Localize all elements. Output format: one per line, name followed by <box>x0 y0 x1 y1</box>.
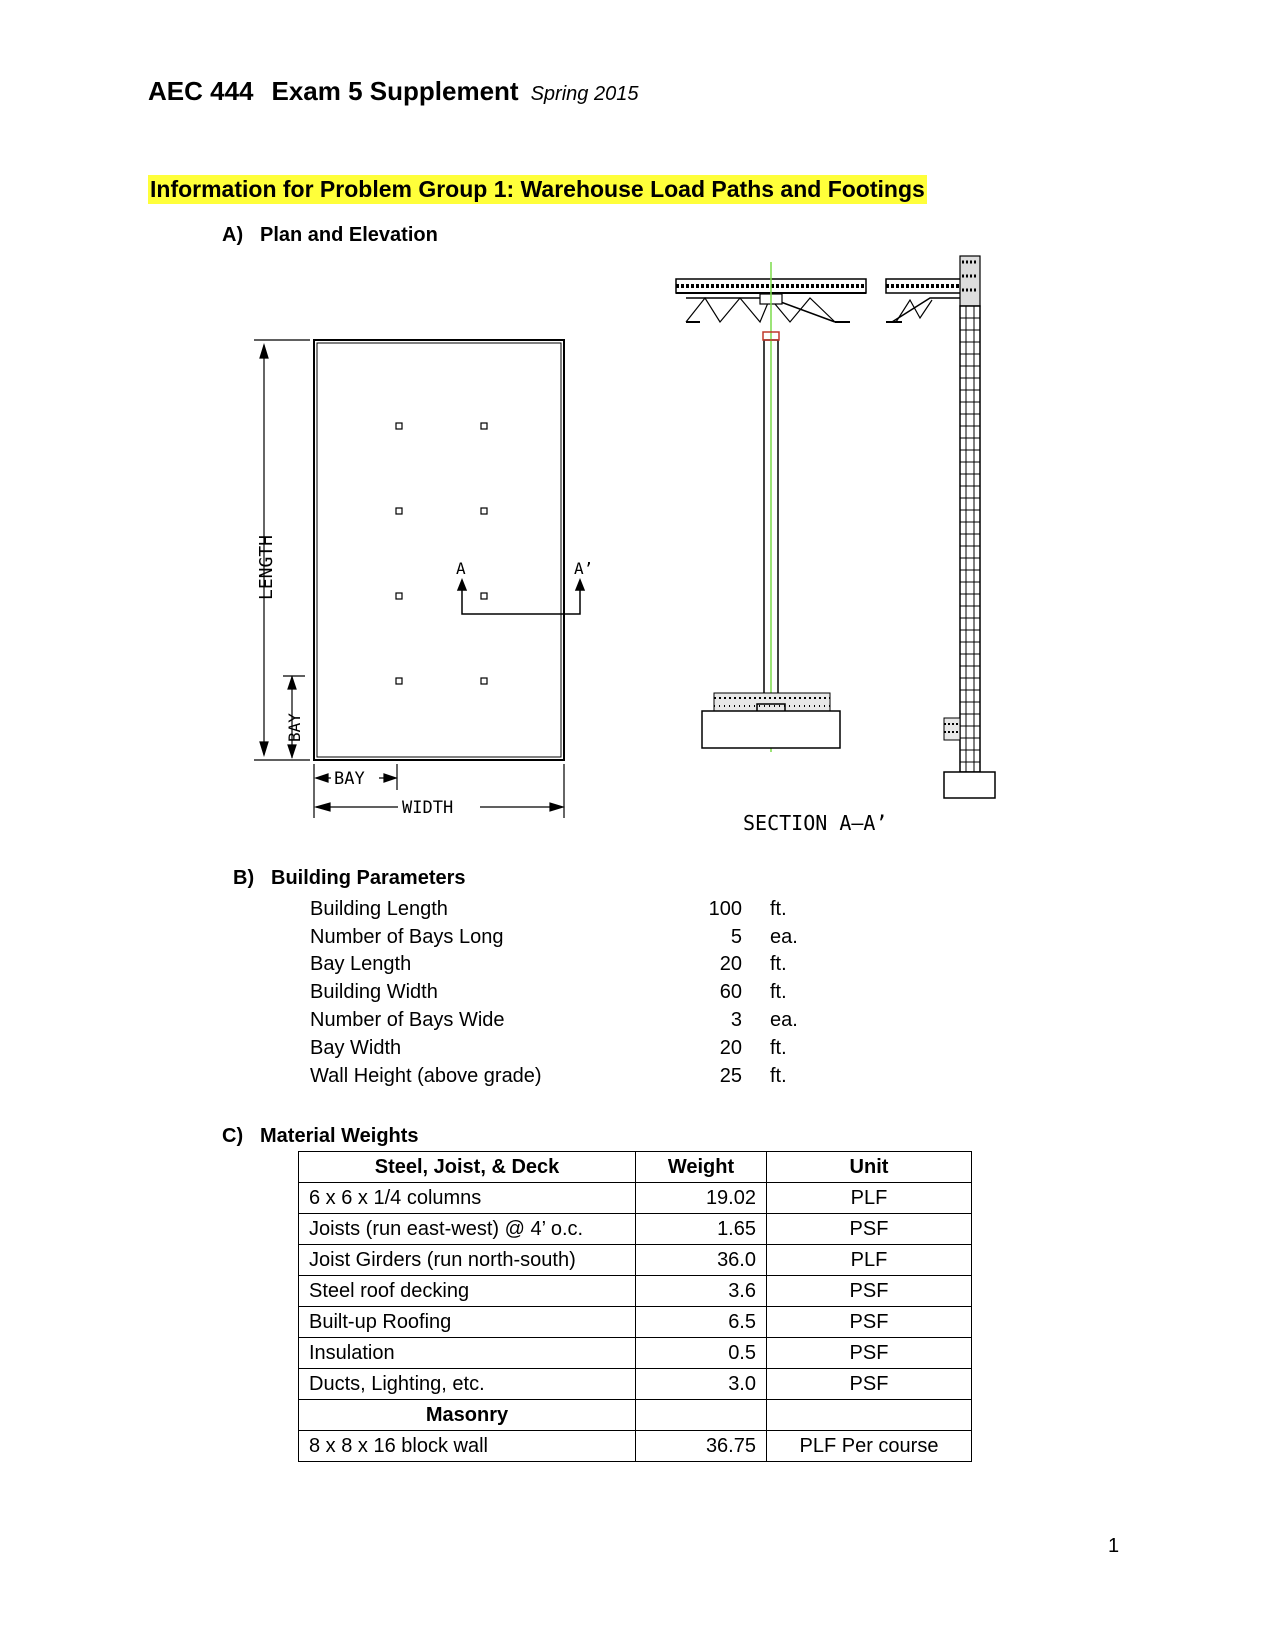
material-unit: PSF <box>767 1214 972 1245</box>
parameter-row <box>310 981 830 1009</box>
parameter-unit: ea. <box>770 1009 798 1031</box>
material-item: Joist Girders (run north-south) <box>299 1245 636 1276</box>
parameter-label: Number of Bays Long <box>310 926 504 948</box>
section-c-title: Material Weights <box>260 1125 419 1147</box>
parameter-value: 25 <box>719 1065 742 1087</box>
table-row <box>299 1214 972 1245</box>
column-header-item: Steel, Joist, & Deck <box>299 1152 636 1183</box>
material-item: Steel roof decking <box>299 1276 636 1307</box>
material-weight: 0.5 <box>636 1338 767 1369</box>
bay-horizontal-label: BAY <box>334 769 365 789</box>
parameter-label: Building Length <box>310 898 448 920</box>
parameter-row <box>310 1065 830 1093</box>
exam-name: Exam 5 Supplement <box>271 76 519 106</box>
column-header-unit: Unit <box>767 1152 972 1183</box>
table-header-row <box>299 1152 972 1183</box>
material-unit: PLF <box>767 1245 972 1276</box>
table-row <box>299 1431 972 1462</box>
parameter-unit: ft. <box>770 898 787 920</box>
material-item: 6 x 6 x 1/4 columns <box>299 1183 636 1214</box>
material-weight: 36.75 <box>636 1431 767 1462</box>
parameter-row <box>310 953 830 981</box>
section-c-heading <box>222 1125 419 1148</box>
section-b-letter: B) <box>233 867 255 889</box>
material-unit: PLF <box>767 1183 972 1214</box>
masonry-wall <box>960 306 980 772</box>
page-number: 1 <box>1108 1535 1120 1557</box>
bay-vertical-label: BAY <box>285 713 304 742</box>
section-a-letter: A) <box>222 224 244 246</box>
material-item: Ducts, Lighting, etc. <box>299 1369 636 1400</box>
material-item: Built-up Roofing <box>299 1307 636 1338</box>
material-item: 8 x 8 x 16 block wall <box>299 1431 636 1462</box>
parameter-unit: ft. <box>770 1037 787 1059</box>
parameter-unit: ft. <box>770 981 787 1003</box>
parameter-value: 100 <box>708 898 742 920</box>
semester: Spring 2015 <box>530 83 639 105</box>
parameter-unit: ft. <box>770 1065 787 1087</box>
table-row <box>299 1338 972 1369</box>
empty-cell <box>636 1400 767 1431</box>
material-weight: 19.02 <box>636 1183 767 1214</box>
material-weight: 36.0 <box>636 1245 767 1276</box>
parameter-label: Number of Bays Wide <box>310 1009 505 1031</box>
cut-label-a-prime: A’ <box>574 559 594 578</box>
material-weights-table <box>298 1151 972 1462</box>
floor-plan <box>254 340 593 818</box>
interior-columns <box>396 423 487 684</box>
section-b-heading <box>233 867 466 890</box>
material-unit: PSF <box>767 1307 972 1338</box>
material-item: Joists (run east-west) @ 4’ o.c. <box>299 1214 636 1245</box>
parameter-row <box>310 898 830 926</box>
material-weight: 3.0 <box>636 1369 767 1400</box>
table-row <box>299 1369 972 1400</box>
table-row <box>299 1183 972 1214</box>
column-header-weight: Weight <box>636 1152 767 1183</box>
empty-cell <box>767 1400 972 1431</box>
table-row <box>299 1276 972 1307</box>
width-label: WIDTH <box>402 798 454 818</box>
table-row <box>299 1307 972 1338</box>
material-unit: PSF <box>767 1369 972 1400</box>
parameter-row <box>310 1009 830 1037</box>
masonry-header-row <box>299 1400 972 1431</box>
section-cut-line <box>458 580 584 614</box>
parameter-unit: ea. <box>770 926 798 948</box>
material-unit: PSF <box>767 1276 972 1307</box>
material-weight: 1.65 <box>636 1214 767 1245</box>
section-a-title: Plan and Elevation <box>260 224 438 246</box>
parameter-value: 20 <box>719 1037 742 1059</box>
section-b-title: Building Parameters <box>271 867 466 889</box>
parameter-row <box>310 926 830 954</box>
parameter-value: 5 <box>730 926 742 948</box>
course-code: AEC 444 <box>148 76 254 106</box>
parameter-label: Bay Width <box>310 1037 402 1059</box>
material-item: Insulation <box>299 1338 636 1369</box>
parameter-label: Wall Height (above grade) <box>310 1065 542 1087</box>
masonry-header: Masonry <box>299 1400 636 1431</box>
cut-label-a: A <box>456 559 466 578</box>
problem-group-title: Information for Problem Group 1: Warehouse Load Paths and Footings <box>150 176 925 202</box>
parameter-value: 3 <box>730 1009 742 1031</box>
parameter-row <box>310 1037 830 1065</box>
section-elevation <box>676 256 995 835</box>
material-unit: PSF <box>767 1338 972 1369</box>
parameter-label: Bay Length <box>310 953 412 975</box>
parameter-unit: ft. <box>770 953 787 975</box>
material-unit: PLF Per course <box>767 1431 972 1462</box>
section-label: SECTION A–A’ <box>743 811 888 835</box>
material-weight: 6.5 <box>636 1307 767 1338</box>
parameter-value: 20 <box>719 953 742 975</box>
parameter-value: 60 <box>719 981 742 1003</box>
parameter-label: Building Width <box>310 981 438 1003</box>
material-weight: 3.6 <box>636 1276 767 1307</box>
table-row <box>299 1245 972 1276</box>
section-c-letter: C) <box>222 1125 244 1147</box>
length-label: LENGTH <box>256 534 277 600</box>
